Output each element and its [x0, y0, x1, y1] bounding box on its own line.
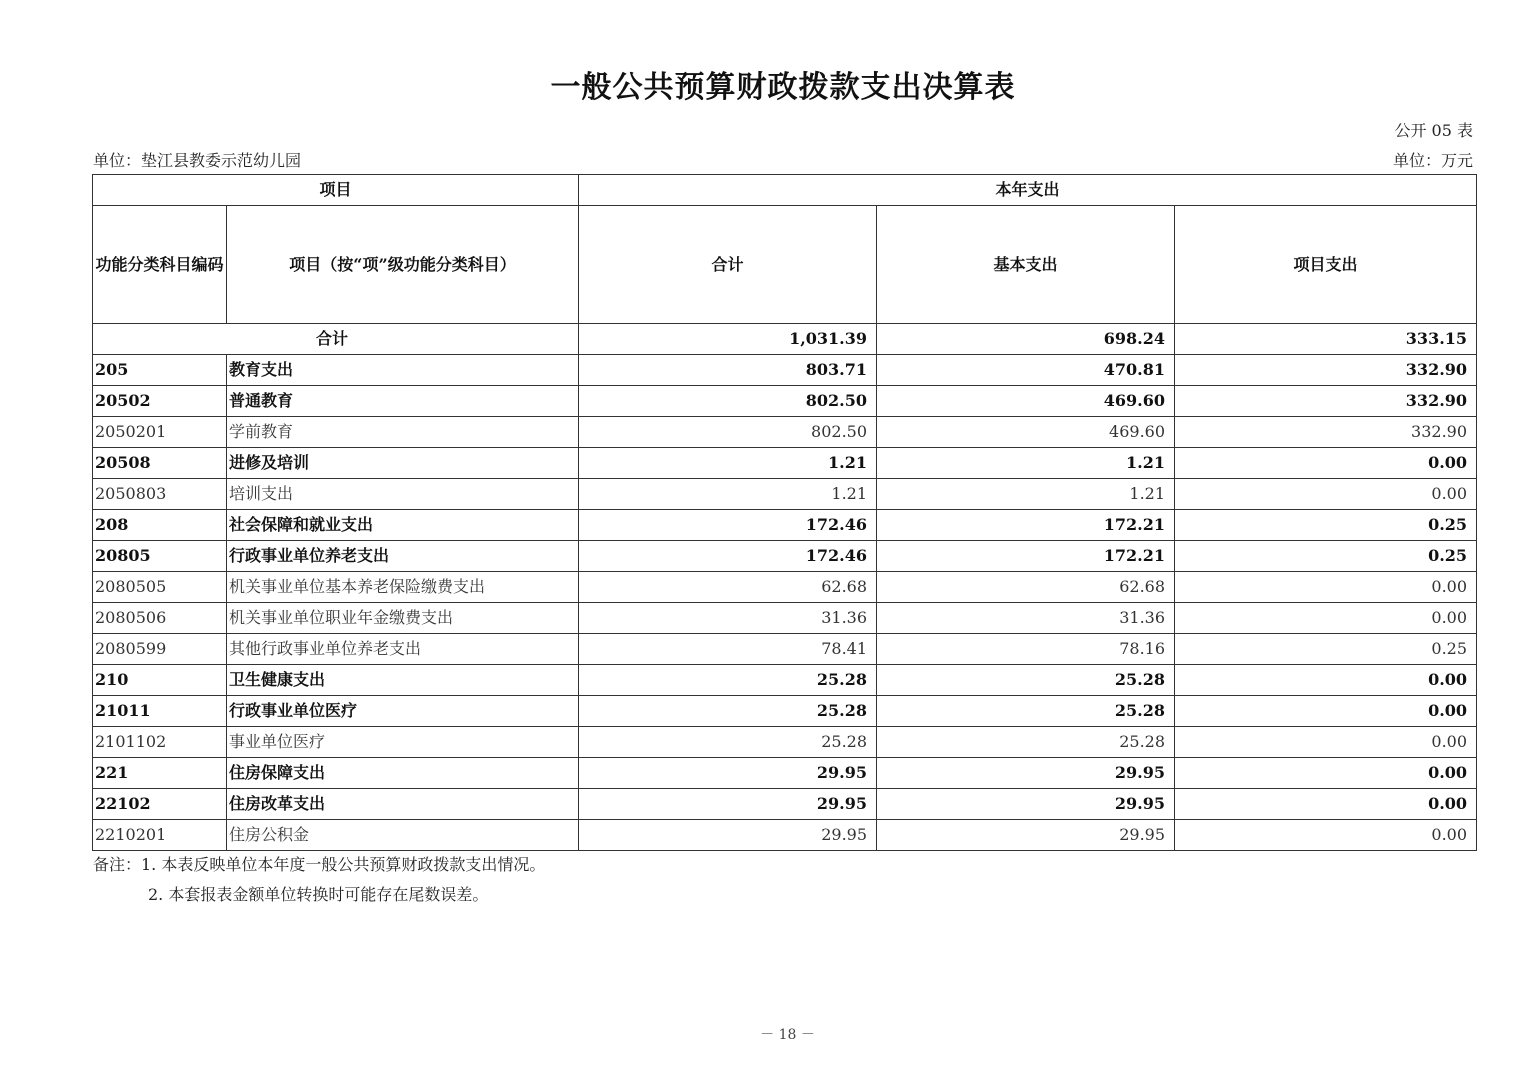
row-basic: 25.28	[877, 665, 1175, 696]
row-total: 25.28	[579, 696, 877, 727]
row-code: 2050201	[93, 417, 227, 448]
row-basic: 469.60	[877, 386, 1175, 417]
table-row	[93, 417, 1477, 448]
row-project: 0.25	[1175, 634, 1477, 665]
row-project: 0.25	[1175, 541, 1477, 572]
row-basic: 470.81	[877, 355, 1175, 386]
table-row	[93, 634, 1477, 665]
row-total: 29.95	[579, 758, 877, 789]
row-total: 172.46	[579, 541, 877, 572]
row-basic: 1.21	[877, 448, 1175, 479]
row-code: 2080506	[93, 603, 227, 634]
row-total: 29.95	[579, 820, 877, 851]
row-name: 事业单位医疗	[227, 727, 579, 758]
row-name: 学前教育	[227, 417, 579, 448]
row-total: 25.28	[579, 665, 877, 696]
row-code: 2101102	[93, 727, 227, 758]
row-code: 22102	[93, 789, 227, 820]
row-name: 教育支出	[227, 355, 579, 386]
row-basic: 469.60	[877, 417, 1175, 448]
row-name: 住房公积金	[227, 820, 579, 851]
money-unit: 单位：万元	[1392, 151, 1473, 170]
row-project: 0.00	[1175, 696, 1477, 727]
header-item: 项目（按“项”级功能分类科目）	[227, 206, 579, 324]
row-code: 20502	[93, 386, 227, 417]
total-label: 合计	[93, 324, 579, 355]
row-code: 21011	[93, 696, 227, 727]
page-title: 一般公共预算财政拨款支出决算表	[550, 70, 1016, 105]
header-current-year: 本年支出	[579, 175, 1477, 206]
table-row	[93, 789, 1477, 820]
row-total: 802.50	[579, 417, 877, 448]
row-total: 62.68	[579, 572, 877, 603]
row-name: 住房改革支出	[227, 789, 579, 820]
row-code: 20805	[93, 541, 227, 572]
row-basic: 172.21	[877, 510, 1175, 541]
row-name: 机关事业单位基本养老保险缴费支出	[227, 572, 579, 603]
page-number: － 18 －	[760, 1027, 815, 1043]
row-total: 1.21	[579, 448, 877, 479]
table-row	[93, 603, 1477, 634]
row-basic: 172.21	[877, 541, 1175, 572]
header-code: 功能分类科目编码	[93, 206, 227, 324]
row-name: 其他行政事业单位养老支出	[227, 634, 579, 665]
total-amount: 1,031.39	[579, 324, 877, 355]
row-total: 1.21	[579, 479, 877, 510]
header-basic: 基本支出	[877, 206, 1175, 324]
row-code: 2080599	[93, 634, 227, 665]
row-name: 进修及培训	[227, 448, 579, 479]
table-row	[93, 665, 1477, 696]
table-row	[93, 820, 1477, 851]
row-project: 0.00	[1175, 603, 1477, 634]
table-row	[93, 510, 1477, 541]
row-name: 社会保障和就业支出	[227, 510, 579, 541]
row-project: 0.00	[1175, 789, 1477, 820]
note-2: 2. 本套报表金额单位转换时可能存在尾数误差。	[148, 885, 489, 904]
row-total: 803.71	[579, 355, 877, 386]
table-row	[93, 696, 1477, 727]
total-basic: 698.24	[877, 324, 1175, 355]
row-project: 0.25	[1175, 510, 1477, 541]
row-total: 78.41	[579, 634, 877, 665]
organization-unit: 单位：垫江县教委示范幼儿园	[93, 151, 302, 170]
total-row	[93, 324, 1477, 355]
row-project: 332.90	[1175, 417, 1477, 448]
row-project: 332.90	[1175, 386, 1477, 417]
notes	[93, 850, 545, 910]
row-basic: 31.36	[877, 603, 1175, 634]
row-total: 802.50	[579, 386, 877, 417]
form-number: 公开 05 表	[1394, 121, 1473, 140]
table-row	[93, 572, 1477, 603]
row-basic: 78.16	[877, 634, 1175, 665]
row-project: 0.00	[1175, 572, 1477, 603]
row-name: 培训支出	[227, 479, 579, 510]
row-code: 208	[93, 510, 227, 541]
row-project: 0.00	[1175, 820, 1477, 851]
table-row	[93, 541, 1477, 572]
row-name: 卫生健康支出	[227, 665, 579, 696]
row-total: 31.36	[579, 603, 877, 634]
row-code: 2050803	[93, 479, 227, 510]
table-row	[93, 355, 1477, 386]
row-name: 机关事业单位职业年金缴费支出	[227, 603, 579, 634]
row-project: 0.00	[1175, 479, 1477, 510]
note-1: 备注：1. 本表反映单位本年度一般公共预算财政拨款支出情况。	[93, 855, 546, 874]
row-name: 住房保障支出	[227, 758, 579, 789]
table-row	[93, 448, 1477, 479]
table-row	[93, 758, 1477, 789]
header-project-expenditure: 项目支出	[1175, 206, 1477, 324]
row-project: 0.00	[1175, 448, 1477, 479]
header-row-1	[93, 175, 1477, 206]
row-code: 221	[93, 758, 227, 789]
expenditure-table	[92, 174, 1477, 851]
row-total: 172.46	[579, 510, 877, 541]
row-code: 205	[93, 355, 227, 386]
row-name: 行政事业单位医疗	[227, 696, 579, 727]
row-project: 0.00	[1175, 665, 1477, 696]
total-project: 333.15	[1175, 324, 1477, 355]
row-project: 332.90	[1175, 355, 1477, 386]
row-total: 25.28	[579, 727, 877, 758]
row-name: 行政事业单位养老支出	[227, 541, 579, 572]
row-project: 0.00	[1175, 727, 1477, 758]
row-basic: 25.28	[877, 696, 1175, 727]
header-row-2	[93, 206, 1477, 324]
row-basic: 29.95	[877, 758, 1175, 789]
row-code: 20508	[93, 448, 227, 479]
row-project: 0.00	[1175, 758, 1477, 789]
row-code: 2080505	[93, 572, 227, 603]
table-row	[93, 727, 1477, 758]
row-name: 普通教育	[227, 386, 579, 417]
row-total: 29.95	[579, 789, 877, 820]
header-project: 项目	[93, 175, 579, 206]
table-row	[93, 386, 1477, 417]
header-total: 合计	[579, 206, 877, 324]
row-code: 210	[93, 665, 227, 696]
row-basic: 1.21	[877, 479, 1175, 510]
row-basic: 25.28	[877, 727, 1175, 758]
row-basic: 62.68	[877, 572, 1175, 603]
table-row	[93, 479, 1477, 510]
row-code: 2210201	[93, 820, 227, 851]
row-basic: 29.95	[877, 820, 1175, 851]
row-basic: 29.95	[877, 789, 1175, 820]
